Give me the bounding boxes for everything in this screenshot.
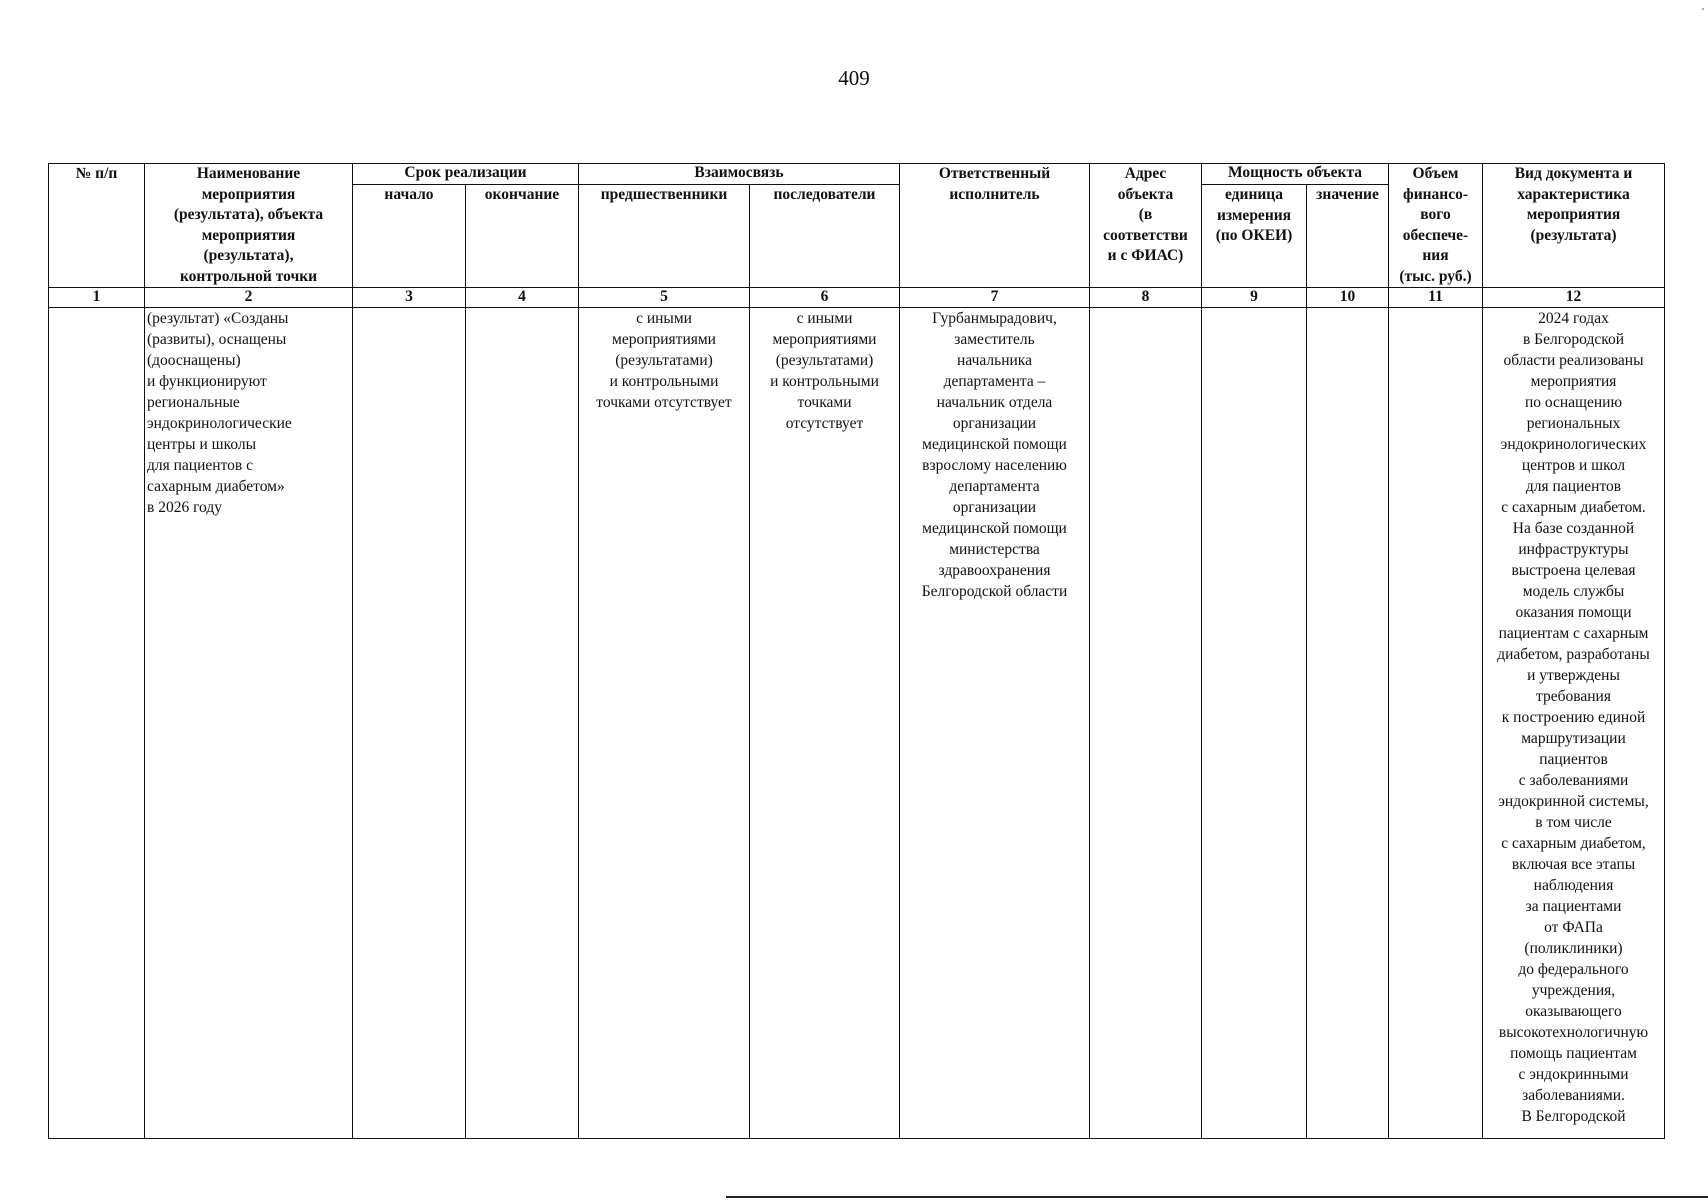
cell-event-name: (результат) «Созданы (развиты), оснащены (дооснащены) и функционируют региональные эндокринологические центры и школы для пациентов с сахарным диабетом» в 2026 году [145,308,353,1139]
header-responsible: Ответственный исполнитель [900,164,1090,288]
column-number: 9 [1202,288,1307,308]
header-num: № п/п [49,164,145,288]
scan-edge-line [726,1196,1708,1198]
column-number: 7 [900,288,1090,308]
header-finance: Объем финансо- вого обеспече- ния (тыс. руб.) [1389,164,1483,288]
column-number: 12 [1483,288,1665,308]
column-number: 8 [1090,288,1202,308]
cell-value [1307,308,1389,1139]
header-unit: единица измерения (по ОКЕИ) [1202,185,1307,288]
cell-successors: с иными мероприятиями (результатами) и контрольными точками отсутствует [750,308,900,1139]
cell-unit [1202,308,1307,1139]
cell-predecessors: с иными мероприятиями (результатами) и контрольными точками отсутствует [579,308,750,1139]
header-row-1 [49,164,1665,185]
column-number: 11 [1389,288,1483,308]
column-number-row [49,288,1665,308]
cell-start [353,308,466,1139]
events-table [48,163,1665,1139]
column-number: 5 [579,288,750,308]
header-predecessors: предшественники [579,185,750,288]
header-doctype: Вид документа и характеристика мероприятия (результата) [1483,164,1665,288]
cell-address [1090,308,1202,1139]
cell-end [466,308,579,1139]
header-srok: Срок реализации [353,164,579,185]
header-moshch: Мощность объекта [1202,164,1389,185]
header-vzaim: Взаимосвязь [579,164,900,185]
page-number: 409 [838,66,870,90]
cell-doctype: 2024 годах в Белгородской области реализованы мероприятия по оснащению региональных эндокринологических центров и школ для пациентов с сахарным диабетом. На базе созданной инфраструктуры выстроена целевая модель службы оказания помощи пациентам с сахарным диабетом, разработаны и утверждены требования к построению единой маршрутизации пациентов с заболеваниями эндокринной системы, в том числе с сахарным диабетом, включая все этапы наблюдения за пациентами от ФАПа (поликлиники) до федерального учреждения, оказывающего высокотехнологичную помощь пациентам с эндокринными заболеваниями. В Белгородской [1483,308,1665,1139]
header-end: окончание [466,185,579,288]
header-successors: последователи [750,185,900,288]
column-number: 1 [49,288,145,308]
header-start: начало [353,185,466,288]
column-number: 6 [750,288,900,308]
cell-finance [1389,308,1483,1139]
column-number: 4 [466,288,579,308]
header-address: Адрес объекта (в соответстви и с ФИАС) [1090,164,1202,288]
table-row [49,308,1665,1139]
column-number: 2 [145,288,353,308]
header-name: Наименование мероприятия (результата), объекта мероприятия (результата), контрольной точки [145,164,353,288]
cell-responsible: Гурбанмырадович, заместитель начальника департамента – начальник отдела организации медицинской помощи взрослому населению департамента организации медицинской помощи министерства здравоохранения Белгородской области [900,308,1090,1139]
scan-speck [1702,8,1704,10]
header-value: значение [1307,185,1389,288]
cell-num [49,308,145,1139]
column-number: 3 [353,288,466,308]
column-number: 10 [1307,288,1389,308]
